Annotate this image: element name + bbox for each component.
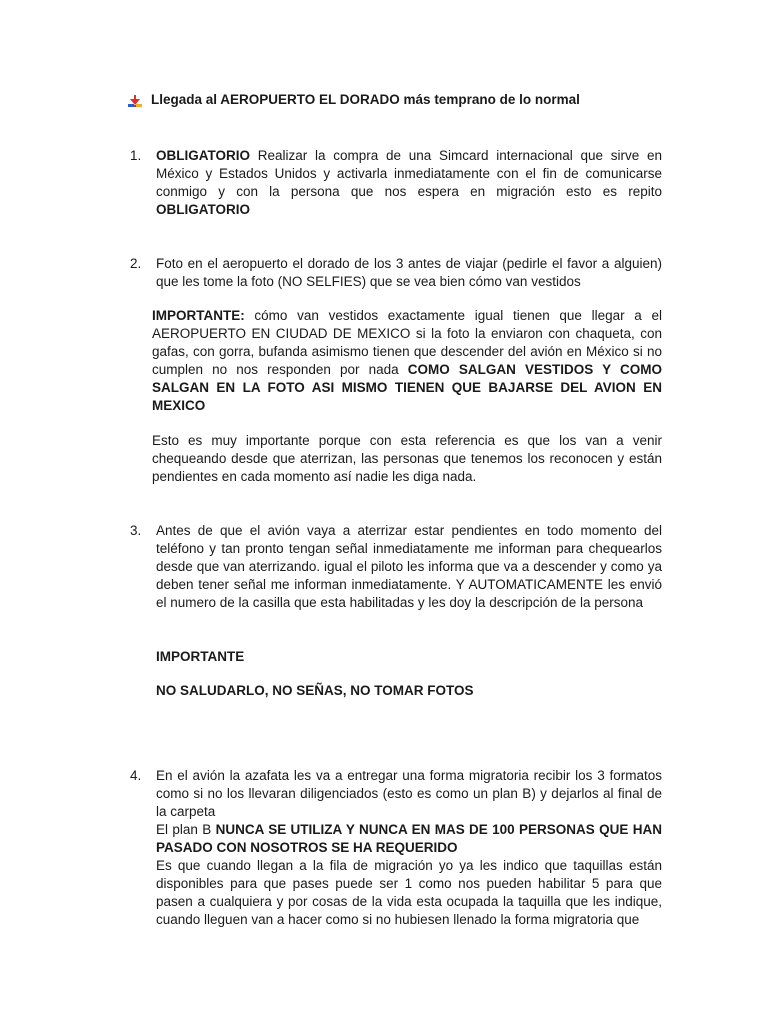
item-4-text: En el avión la azafata les va a entregar una forma migratoria recibir los 3 formatos como si no los llevaran diligenciados (esto es como un plan B) y dejarlos al final de la carpeta	[156, 768, 662, 819]
arrow-bullet-icon	[128, 95, 142, 107]
item-number: 4.	[130, 768, 142, 783]
obligatorio-label: OBLIGATORIO	[156, 148, 250, 163]
plan-b-lead: El plan B	[156, 822, 216, 837]
important-heading: IMPORTANTE	[156, 649, 245, 664]
item-1-text: Realizar la compra de una Simcard internacional que sirve en México y Estados Unidos y activarla inmediatamente con el fin de comunicarse conmigo y con la persona que nos espera en migración esto es repito	[156, 148, 662, 199]
important-bold-text: COMO SALGAN VESTIDOS Y COMO SALGAN EN LA FOTO ASI MISMO TIENEN QUE BAJARSE DEL AVION EN MEXICO	[152, 362, 662, 413]
item-4-body	[156, 767, 662, 929]
document-heading: Llegada al AEROPUERTO EL DORADO más temprano de lo normal	[151, 92, 580, 107]
note-paragraph: Esto es muy importante porque con esta referencia es que los van a venir chequeando desde que aterrizan, las personas que tenemos los reconocen y están pendientes en cada momento así nadie les diga nada.	[152, 433, 662, 484]
item-2-body: Foto en el aeropuerto el dorado de los 3 antes de viajar (pedirle el favor a alguien) que les tome la foto (NO SELFIES) que se vea bien cómo van vestidos	[156, 256, 662, 289]
item-number: 2.	[130, 256, 142, 271]
item-number: 3.	[130, 523, 142, 538]
plan-b-paragraph	[156, 821, 662, 857]
item-3-body: Antes de que el avión vaya a aterrizar estar pendientes en todo momento del teléfono y tan pronto tengan señal inmediatamente me informan para chequearlos desde que van aterrizando. igual el piloto les informa que va a descender y como ya deben tener señal me informan inmediatamente. Y AUTOMATICAMENTE les envió el numero de la casilla que esta habilitadas y les doy la descripción de la persona	[156, 523, 662, 610]
important-text: cómo van vestidos exactamente igual tienen que llegar a el AEROPUERTO EN CIUDAD DE MEXICO si la foto la enviaron con chaqueta, con gafas, con gorra, bufanda asimismo tienen que descender del avión en México si no cumplen no nos responden por nada	[152, 308, 662, 377]
item-number: 1.	[130, 148, 142, 163]
item-1-body	[156, 147, 662, 219]
important-label: IMPORTANTE:	[152, 308, 245, 323]
warning-text: NO SALUDARLO, NO SEÑAS, NO TOMAR FOTOS	[156, 683, 474, 698]
obligatorio-end: OBLIGATORIO	[156, 202, 250, 217]
important-paragraph	[152, 307, 662, 415]
plan-b-bold: NUNCA SE UTILIZA Y NUNCA EN MAS DE 100 PERSONAS QUE HAN PASADO CON NOSOTROS SE HA REQUERIDO	[156, 822, 662, 855]
item-4-text-2: Es que cuando llegan a la fila de migración yo ya les indico que taquillas están disponibles para que pases puede ser 1 como nos pueden habilitar 5 para que pasen a cualquiera y por cosas de la vida esta ocupada la taquilla que les indique, cuando lleguen van a hacer como si no hubiesen llenado la forma migratoria que	[156, 858, 662, 927]
